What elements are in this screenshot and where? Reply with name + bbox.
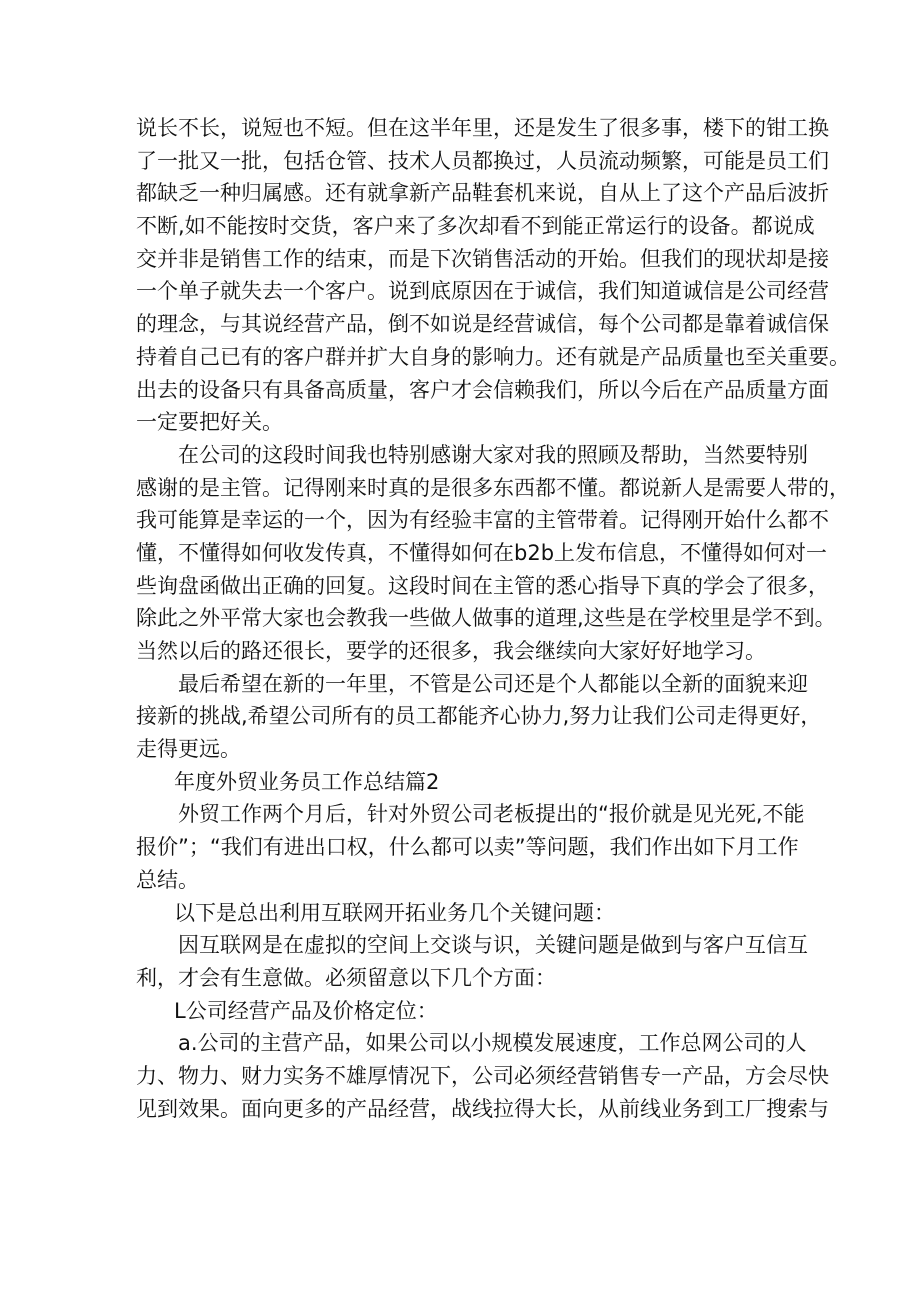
text-line: 报价”；“我们有进出口权，什么都可以卖”等问题，我们作出如下月工作 — [136, 835, 799, 860]
text-line: 不断,如不能按时交货，客户来了多次却看不到能正常运行的设备。都说成 — [136, 214, 815, 239]
text-line: 因互联网是在虚拟的空间上交谈与识，关键问题是做到与客户互信互 — [178, 933, 808, 958]
paragraph-6 — [136, 897, 800, 930]
text-line: 说长不长，说短也不短。但在这半年里，还是发生了很多事，楼下的钳工换 — [136, 116, 829, 140]
text-line: 一定要把好关。 — [136, 410, 283, 435]
text-line: 一个单子就失去一个客户。说到底原因在于诚信，我们知道诚信是公司经营 — [136, 279, 829, 304]
text-line: 懂，不懂得如何收发传真，不懂得如何在b2b上发布信息，不懂得如何对一 — [136, 540, 828, 565]
text-line: 走得更远。 — [136, 737, 241, 762]
text-line: L公司经营产品及价格定位： — [174, 998, 438, 1023]
text-line: 我可能算是幸运的一个，因为有经验丰富的主管带着。记得刚开始什么都不 — [136, 508, 829, 533]
text-line: 总结。 — [136, 867, 199, 892]
text-line: 接新的挑战,希望公司所有的员工都能齐心协力,努力让我们公司走得更好， — [136, 704, 822, 729]
text-line: 持着自己已有的客户群并扩大自身的影响力。还有就是产品质量也至关重要。 — [136, 344, 850, 369]
text-line: 见到效果。面向更多的产品经营，战线拉得大长，从前线业务到工厂搜索与 — [136, 1096, 829, 1121]
text-line: 除此之外平常大家也会教我一些做人做事的道理,这些是在学校里是学不到。 — [136, 606, 836, 631]
text-line: a.公司的主营产品，如果公司以小规模发展速度，工作总网公司的人 — [178, 1031, 807, 1056]
paragraph-2 — [136, 439, 850, 668]
text-line: 出去的设备只有具备高质量，客户才会信赖我们，所以今后在产品质量方面 — [136, 377, 829, 402]
paragraph-5 — [136, 798, 805, 896]
text-line: 力、物力、财力实务不雄厚情况下，公司必须经营销售专一产品，方会尽快 — [136, 1063, 829, 1088]
text-line: 都缺乏一种归属感。还有就拿新产品鞋套机来说，自从上了这个产品后波折 — [136, 181, 829, 206]
text-line: 最后希望在新的一年里，不管是公司还是个人都能以全新的面貌来迎 — [178, 671, 808, 696]
paragraph-9 — [136, 1027, 829, 1125]
paragraph-1 — [136, 112, 850, 439]
heading-text: 年度外贸业务员工作总结篇2 — [174, 769, 440, 794]
text-line: 些询盘函做出正确的回复。这段时间在主管的悉心指导下真的学会了很多， — [136, 573, 829, 598]
text-line: 在公司的这段时间我也特别感谢大家对我的照顾及帮助，当然要特别 — [178, 442, 808, 467]
paragraph-8 — [136, 995, 800, 1028]
text-line: 交并非是销售工作的结束，而是下次销售活动的开始。但我们的现状却是接 — [136, 246, 829, 271]
text-line: 当然以后的路还很长，要学的还很多，我会继续向大家好好地学习。 — [136, 639, 766, 663]
text-line: 的理念，与其说经营产品，倒不如说是经营诚信，每个公司都是靠着诚信保 — [136, 312, 829, 337]
text-line: 外贸工作两个月后，针对外贸公司老板提出的“报价就是见光死,不能 — [178, 802, 805, 827]
text-line: 感谢的是主管。记得刚来时真的是很多东西都不懂。都说新人是需要人带的， — [136, 475, 850, 500]
text-line: 利，才会有生意做。必须留意以下几个方面： — [136, 965, 556, 990]
text-line: 以下是总出利用互联网开拓业务几个关键问题： — [174, 900, 615, 925]
section-heading — [136, 766, 800, 799]
text-line: 了一批又一批，包括仓管、技术人员都换过，人员流动频繁，可能是员工们 — [136, 148, 829, 173]
paragraph-7 — [136, 929, 808, 994]
document-body — [136, 112, 850, 1125]
paragraph-3 — [136, 668, 822, 766]
